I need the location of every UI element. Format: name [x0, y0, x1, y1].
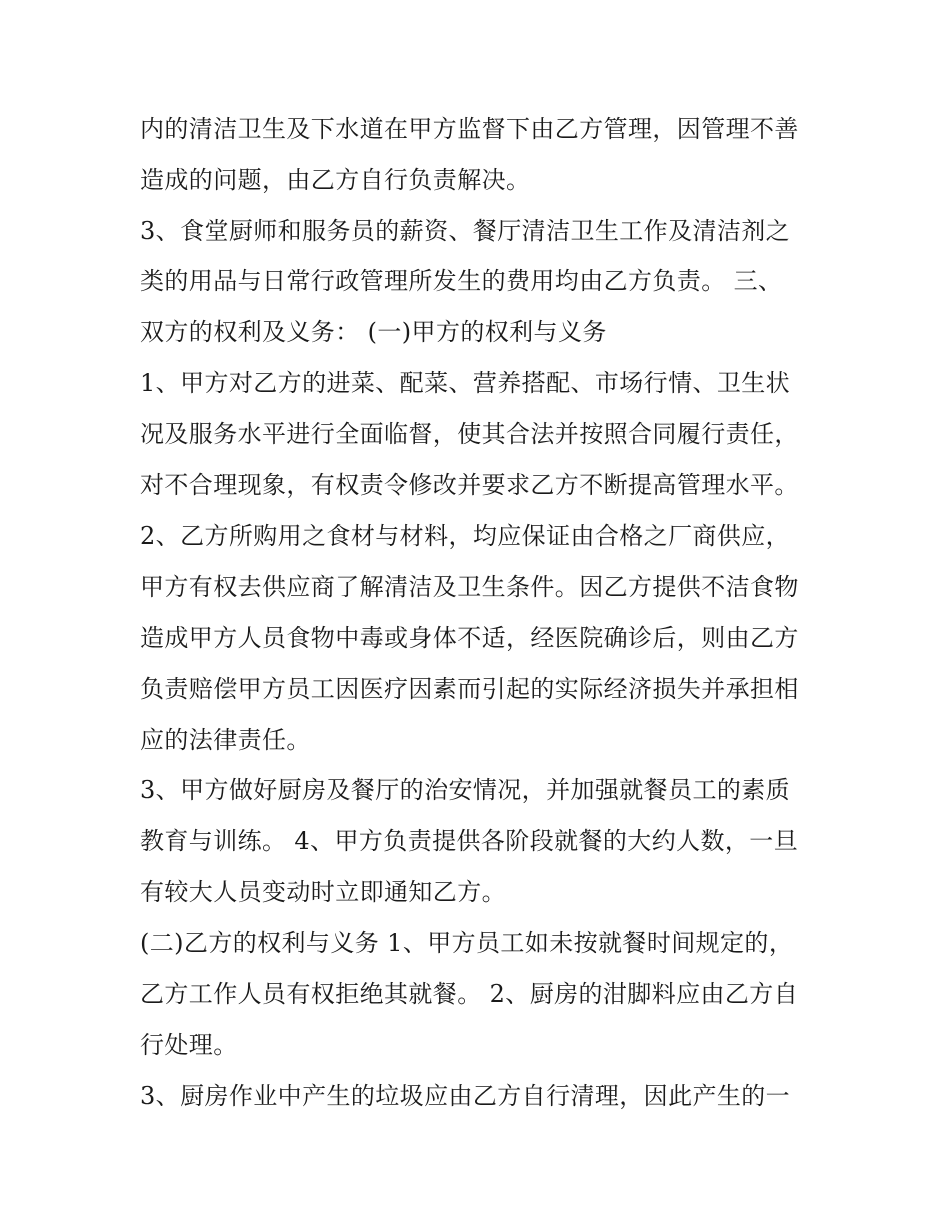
text-line: 类的用品与日常行政管理所发生的费用均由乙方负责。 三、	[140, 267, 783, 295]
text-line: 甲方有权去供应商了解清洁及卫生条件。因乙方提供不洁食物	[140, 573, 799, 601]
text-line: 造成甲方人员食物中毒或身体不适，经医院确诊后，则由乙方	[140, 624, 799, 652]
text-line: 况及服务水平进行全面临督，使其合法并按照合同履行责任，	[140, 420, 799, 448]
text-line: (二)乙方的权利与义务 1、甲方员工如未按就餐时间规定的，	[140, 929, 794, 957]
text-line: 负责赔偿甲方员工因医疗因素而引起的实际经济损失并承担相	[140, 675, 799, 703]
text-line: 内的清洁卫生及下水道在甲方监督下由乙方管理，因管理不善	[140, 115, 799, 143]
text-line: 乙方工作人员有权拒绝其就餐。 2、厨房的泔脚料应由乙方自	[140, 980, 799, 1008]
text-line: 造成的问题，由乙方自行负责解决。	[140, 166, 531, 194]
text-line: 3、厨房作业中产生的垃圾应由乙方自行清理，因此产生的一	[140, 1082, 791, 1110]
text-line: 1、甲方对乙方的进菜、配菜、营养搭配、市场行情、卫生状	[140, 369, 791, 397]
text-line: 双方的权利及义务： (一)甲方的权利与义务	[140, 318, 607, 346]
text-line: 3、甲方做好厨房及餐厅的治安情况，并加强就餐员工的素质	[140, 776, 791, 804]
text-line: 3、食堂厨师和服务员的薪资、餐厅清洁卫生工作及清洁剂之	[140, 217, 791, 245]
text-line: 教育与训练。 4、甲方负责提供各阶段就餐的大约人数，一旦	[140, 827, 799, 855]
text-line: 对不合理现象，有权责令修改并要求乙方不断提高管理水平。	[140, 471, 799, 499]
text-line: 有较大人员变动时立即通知乙方。	[140, 878, 506, 906]
text-line: 行处理。	[140, 1031, 238, 1059]
text-line: 2、乙方所购用之食材与材料，均应保证由合格之厂商供应，	[140, 522, 791, 550]
text-line: 应的法律责任。	[140, 726, 311, 754]
